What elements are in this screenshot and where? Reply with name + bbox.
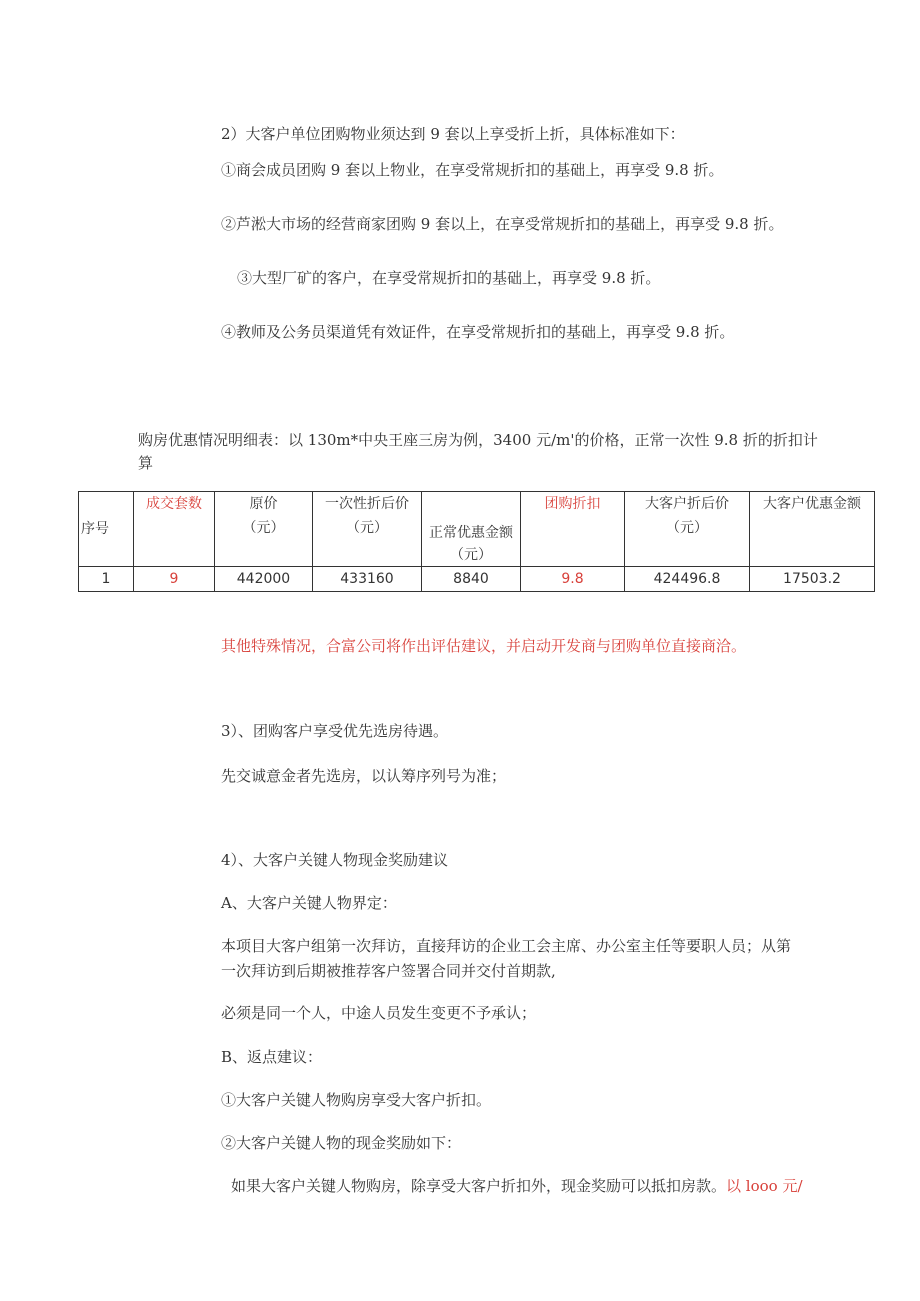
header-key-account-price-label: 大客户折后价 — [645, 496, 729, 512]
cell-key-account-price: 424496.8 — [625, 567, 750, 592]
section-4-sub-b: B、返点建议： — [221, 1048, 323, 1066]
section-3-heading: 3）、团购客户享受优先选房待遇。 — [221, 722, 449, 740]
section-2-item-3: ③大型厂矿的客户，在享受常规折扣的基础上，再享受 9.8 折。 — [237, 269, 661, 287]
section-4-last-line-highlight: 以 looo 元/ — [726, 1177, 803, 1195]
header-lump-sum-price-unit: （元） — [346, 520, 388, 536]
header-key-account-price — [625, 492, 750, 567]
header-original-price-label: 原价 — [249, 496, 278, 512]
header-units — [134, 492, 215, 567]
table-header-row — [79, 492, 875, 567]
section-4-item-2: ②大客户关键人物的现金奖励如下： — [221, 1134, 462, 1152]
header-lump-sum-price-label: 一次性折后价 — [325, 496, 409, 512]
section-4-para-a-2: 必须是同一个人，中途人员发生变更不予承认； — [221, 1004, 537, 1022]
header-normal-discount-label: 正常优惠金额 — [429, 525, 513, 541]
header-original-price — [215, 492, 313, 567]
header-group-discount-label: 团购折扣 — [544, 496, 601, 512]
section-2-heading: 2）大客户单位团购物业须达到 9 套以上享受折上折，具体标准如下： — [221, 125, 685, 143]
header-lump-sum-price — [313, 492, 422, 567]
header-key-account-price-unit: （元） — [666, 520, 708, 536]
section-4-item-1: ①大客户关键人物购房享受大客户折扣。 — [221, 1091, 492, 1109]
header-key-account-discount — [750, 492, 875, 567]
section-4-last-line-text: 如果大客户关键人物购房，除享受大客户折扣外，现金奖励可以抵扣房款。 — [231, 1177, 727, 1195]
section-4-sub-a: A、大客户关键人物界定： — [221, 894, 397, 912]
header-units-label: 成交套数 — [146, 496, 202, 512]
header-index — [79, 492, 134, 567]
table-intro-line-1: 购房优惠情况明细表：以 130m*中央王座三房为例，3400 元/m'的价格，正常一次性 9.8 折的折扣计 — [138, 431, 818, 449]
section-2-item-2: ②芦淞大市场的经营商家团购 9 套以上，在享受常规折扣的基础上，再享受 9.8 折。 — [221, 215, 784, 233]
discount-detail-table — [78, 491, 875, 592]
table-intro-line-2: 算 — [138, 454, 154, 472]
header-normal-discount — [422, 492, 521, 567]
header-original-price-unit: （元） — [242, 520, 285, 536]
cell-lump-sum-price: 433160 — [313, 567, 422, 592]
section-4-last-line — [231, 1176, 803, 1196]
header-index-label: 序号 — [81, 521, 109, 537]
table-row — [79, 567, 875, 592]
section-4-para-a-line-1: 本项目大客户组第一次拜访，直接拜访的企业工会主席、办公室主任等要职人员；从第 — [221, 937, 792, 955]
cell-key-account-discount: 17503.2 — [750, 567, 875, 592]
header-key-account-discount-label: 大客户优惠金额 — [763, 496, 861, 512]
cell-group-discount: 9.8 — [521, 567, 625, 592]
special-case-note: 其他特殊情况，合富公司将作出评估建议，并启动开发商与团购单位直接商洽。 — [221, 637, 747, 655]
section-4-heading: 4）、大客户关键人物现金奖励建议 — [221, 851, 449, 869]
section-4-para-a-line-2: 一次拜访到后期被推荐客户签署合同并交付首期款, — [221, 962, 556, 980]
cell-normal-discount: 8840 — [422, 567, 521, 592]
cell-index: 1 — [79, 567, 134, 592]
cell-original-price: 442000 — [215, 567, 313, 592]
section-2-item-4: ④教师及公务员渠道凭有效证件，在享受常规折扣的基础上，再享受 9.8 折。 — [221, 323, 735, 341]
cell-units: 9 — [134, 567, 215, 592]
section-2-item-1: ①商会成员团购 9 套以上物业，在享受常规折扣的基础上，再享受 9.8 折。 — [221, 161, 724, 179]
header-group-discount — [521, 492, 625, 567]
section-3-body: 先交诚意金者先选房，以认筹序列号为准； — [221, 767, 507, 785]
header-normal-discount-unit: （元） — [450, 547, 492, 563]
